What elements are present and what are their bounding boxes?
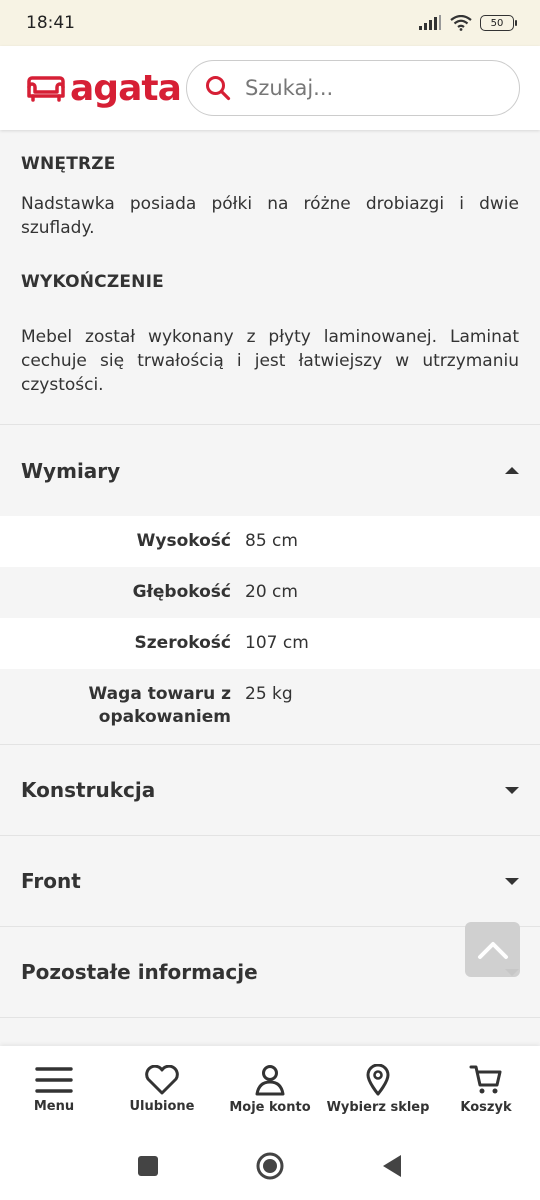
status-bar — [0, 0, 540, 46]
nav-label: Koszyk — [460, 1099, 512, 1115]
dimension-label: Waga towaru z opakowaniem — [88, 684, 231, 727]
heart-icon — [144, 1065, 180, 1095]
hamburger-icon — [35, 1065, 73, 1095]
signal-icon — [418, 15, 442, 31]
wifi-icon — [450, 15, 472, 31]
nav-label: Ulubione — [129, 1098, 195, 1114]
battery-icon — [480, 15, 514, 31]
accordion-construction[interactable] — [0, 745, 540, 836]
cart-icon — [469, 1064, 503, 1096]
status-time: 18:41 — [26, 13, 75, 33]
finish-heading: WYKOŃCZENIE — [21, 272, 164, 292]
dimension-value: 85 cm — [245, 531, 298, 551]
description-section — [0, 130, 540, 424]
location-pin-icon — [365, 1064, 391, 1096]
header — [0, 46, 540, 130]
search-box[interactable] — [186, 60, 520, 116]
dimension-value: 25 kg — [245, 684, 293, 704]
table-row — [0, 516, 540, 567]
accordion-title-other-info: Pozostałe informacje — [21, 960, 258, 984]
accordion-dimensions[interactable] — [0, 425, 540, 516]
accordion-title-dimensions: Wymiary — [21, 458, 121, 483]
interior-heading: WNĘTRZE — [21, 154, 116, 174]
logo-text: agata — [70, 67, 181, 109]
nav-label: Menu — [33, 1098, 75, 1114]
nav-favorites[interactable] — [108, 1046, 216, 1132]
nav-cart[interactable] — [432, 1046, 540, 1132]
accordion-front[interactable] — [0, 836, 540, 927]
sofa-logo-icon — [26, 72, 66, 104]
chevron-up-icon — [505, 467, 519, 474]
recent-apps-icon[interactable] — [137, 1155, 159, 1177]
accordion-title-construction: Konstrukcja — [21, 778, 156, 802]
bottom-nav — [0, 1046, 540, 1132]
logo[interactable] — [26, 68, 186, 109]
dimensions-table — [0, 516, 540, 745]
nav-store[interactable] — [324, 1046, 432, 1132]
finish-text: Mebel został wykonany z płyty laminowanej. Laminat cechuje się trwałością i jest łatwiejszy w utrzymaniu czystości. — [21, 327, 519, 395]
battery-level: 50 — [490, 17, 504, 29]
system-nav-bar — [0, 1132, 540, 1200]
dimension-label: Szerokość — [134, 633, 231, 653]
table-row — [0, 618, 540, 669]
search-icon — [205, 75, 231, 101]
table-row — [0, 567, 540, 618]
accordion-other-info[interactable] — [0, 927, 540, 1018]
dimension-value: 20 cm — [245, 582, 298, 602]
status-icons — [418, 15, 514, 31]
dimension-label: Głębokość — [132, 582, 231, 602]
nav-label: Moje konto — [229, 1099, 311, 1115]
dimension-value: 107 cm — [245, 633, 309, 653]
accordion-title-front: Front — [21, 869, 81, 893]
search-input[interactable] — [245, 76, 465, 100]
home-icon[interactable] — [255, 1151, 285, 1181]
scroll-to-top-button[interactable] — [465, 922, 520, 977]
table-row — [0, 669, 540, 744]
user-icon — [254, 1064, 286, 1096]
chevron-up-icon — [477, 940, 509, 960]
nav-label: Wybierz sklep — [326, 1099, 430, 1115]
nav-menu[interactable] — [0, 1046, 108, 1132]
chevron-down-icon — [505, 878, 519, 885]
interior-text: Nadstawka posiada półki na różne drobiazgi i dwie szuflady. — [21, 194, 519, 238]
nav-account[interactable] — [216, 1046, 324, 1132]
chevron-down-icon — [505, 787, 519, 794]
product-details — [0, 130, 540, 1046]
dimension-label: Wysokość — [136, 531, 231, 551]
back-icon[interactable] — [381, 1154, 403, 1178]
